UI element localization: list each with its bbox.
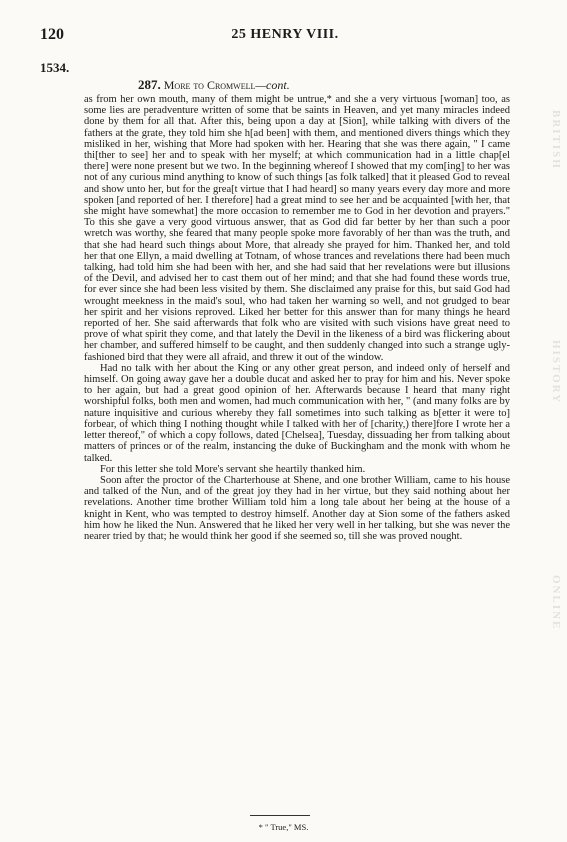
running-head: 25 HENRY VIII. bbox=[231, 27, 339, 42]
paragraph: as from her own mouth, many of them might be untrue,* and she a very virtuous [woman] too, as some lies are peradventure written of some that be saints in Heaven, and yet many miracles indeed done by them for all that. After this, being upon a day at [Sion], while talking with divers of the fathers at the grate, they told him she h[ad been] with them, and mentioned divers things which they misliked in her, wishing that More had spoken with her. Hearing that she was there again, " I came thi[ther to see] her and to speak with her myself; at which communication had in a little chap[el there] were none present but we two. In the beginning whereof I showed that my com[ing] to her was not of any curious mind anything to know of such things [as folk talked] that it pleased God to reveal and show unto her, but for the grea[t virtue that I had heard] so many years every day more and more spoken [and reported of her. I therefore] had a great mind to see her and be acquainted [with her, that she might have somewhat] the more occasion to remember me to God in her devotion and prayers." To this she gave a very good virtuous answer, that as God did far better by her than such a poor wretch was worthy, she feared that many people spoke more favorably of her than was the truth, and that she had heard such things about More, that already she prayed for him. Thanked her, and told her that one Ellyn, a maid dwelling at Totnam, of whose trances and revelations there had been much talking, had told him she had been with her, and she had said that her revelations were but illusions of the Devil, and advised her to cast them out of her mind; and that she had found these words true, for ever since she had been less visited by them. She disclaimed any praise for this, but said God had wrought meekness in the maid's soul, who had taken her warning so well, and not grudged to bear her spirit and her visions reproved. Liked her better for this answer than for many things he heard reported of her. She said afterwards that folk who are visited with such visions have great need to prove of what spirit they come, and that lately the Devil in the likeness of a bird was flickering about her chamber, and suffered himself to be caught, and then suddenly changed into such a strange ugly-fashioned bird that they were all afraid, and threw it out of the window. bbox=[84, 94, 510, 363]
page-number: 120 bbox=[40, 26, 64, 43]
entry-heading bbox=[138, 77, 290, 93]
watermark-text: BRITISH bbox=[550, 110, 562, 170]
page-header bbox=[40, 26, 530, 44]
body-text bbox=[84, 94, 510, 542]
year-marker: 1534. bbox=[40, 60, 70, 75]
watermark bbox=[548, 110, 564, 630]
entry-number: 287. bbox=[138, 77, 161, 92]
entry-title: More to Cromwell bbox=[163, 78, 256, 92]
paragraph: Had no talk with her about the King or any other great person, and indeed only of herself and himself. On going away gave her a double ducat and asked her to pray for him and his. Never spoke to her again, but had a great good opinion of her. Afterwards because I heard that many right worshipful folks, both men and women, had much communication with her, " (and many folks are by nature inquisitive and curious whereby they fall sometimes into such talking as b[etter it were to] forbear, of which thing I nothing thought while I talked with her of [charity,) there]fore I wrote her a letter thereof," of which a copy follows, dated [Chelsea], Tuesday, dissuading her from talking about matters of princes or of the realm, instancing the duke of Buckingham and the monk with whom he talked. bbox=[84, 362, 510, 464]
footnote: * " True," MS. bbox=[258, 822, 309, 832]
watermark-text: HISTORY bbox=[550, 340, 562, 405]
paragraph: For this letter she told More's servant she heartily thanked him. bbox=[100, 463, 366, 475]
entry-continued: —cont. bbox=[255, 78, 290, 92]
paragraph: Soon after the proctor of the Charterhouse at Shene, and one brother William, came to his house and talked of the Nun, and of the great joy they had in her virtue, but they said nothing about her revelations. Another time brother William told him a long tale about her being at the house of a knight in Kent, who was tempted to destroy himself. Another day at Sion some of the fathers asked him how he liked the Nun. Answered that he liked her very well in her talking, but she was never the nearer tried by that; he would think her good if she seemed so, till she was proved nought. bbox=[84, 474, 510, 542]
footnote-divider bbox=[250, 815, 310, 816]
watermark-text: ONLINE bbox=[550, 574, 562, 630]
